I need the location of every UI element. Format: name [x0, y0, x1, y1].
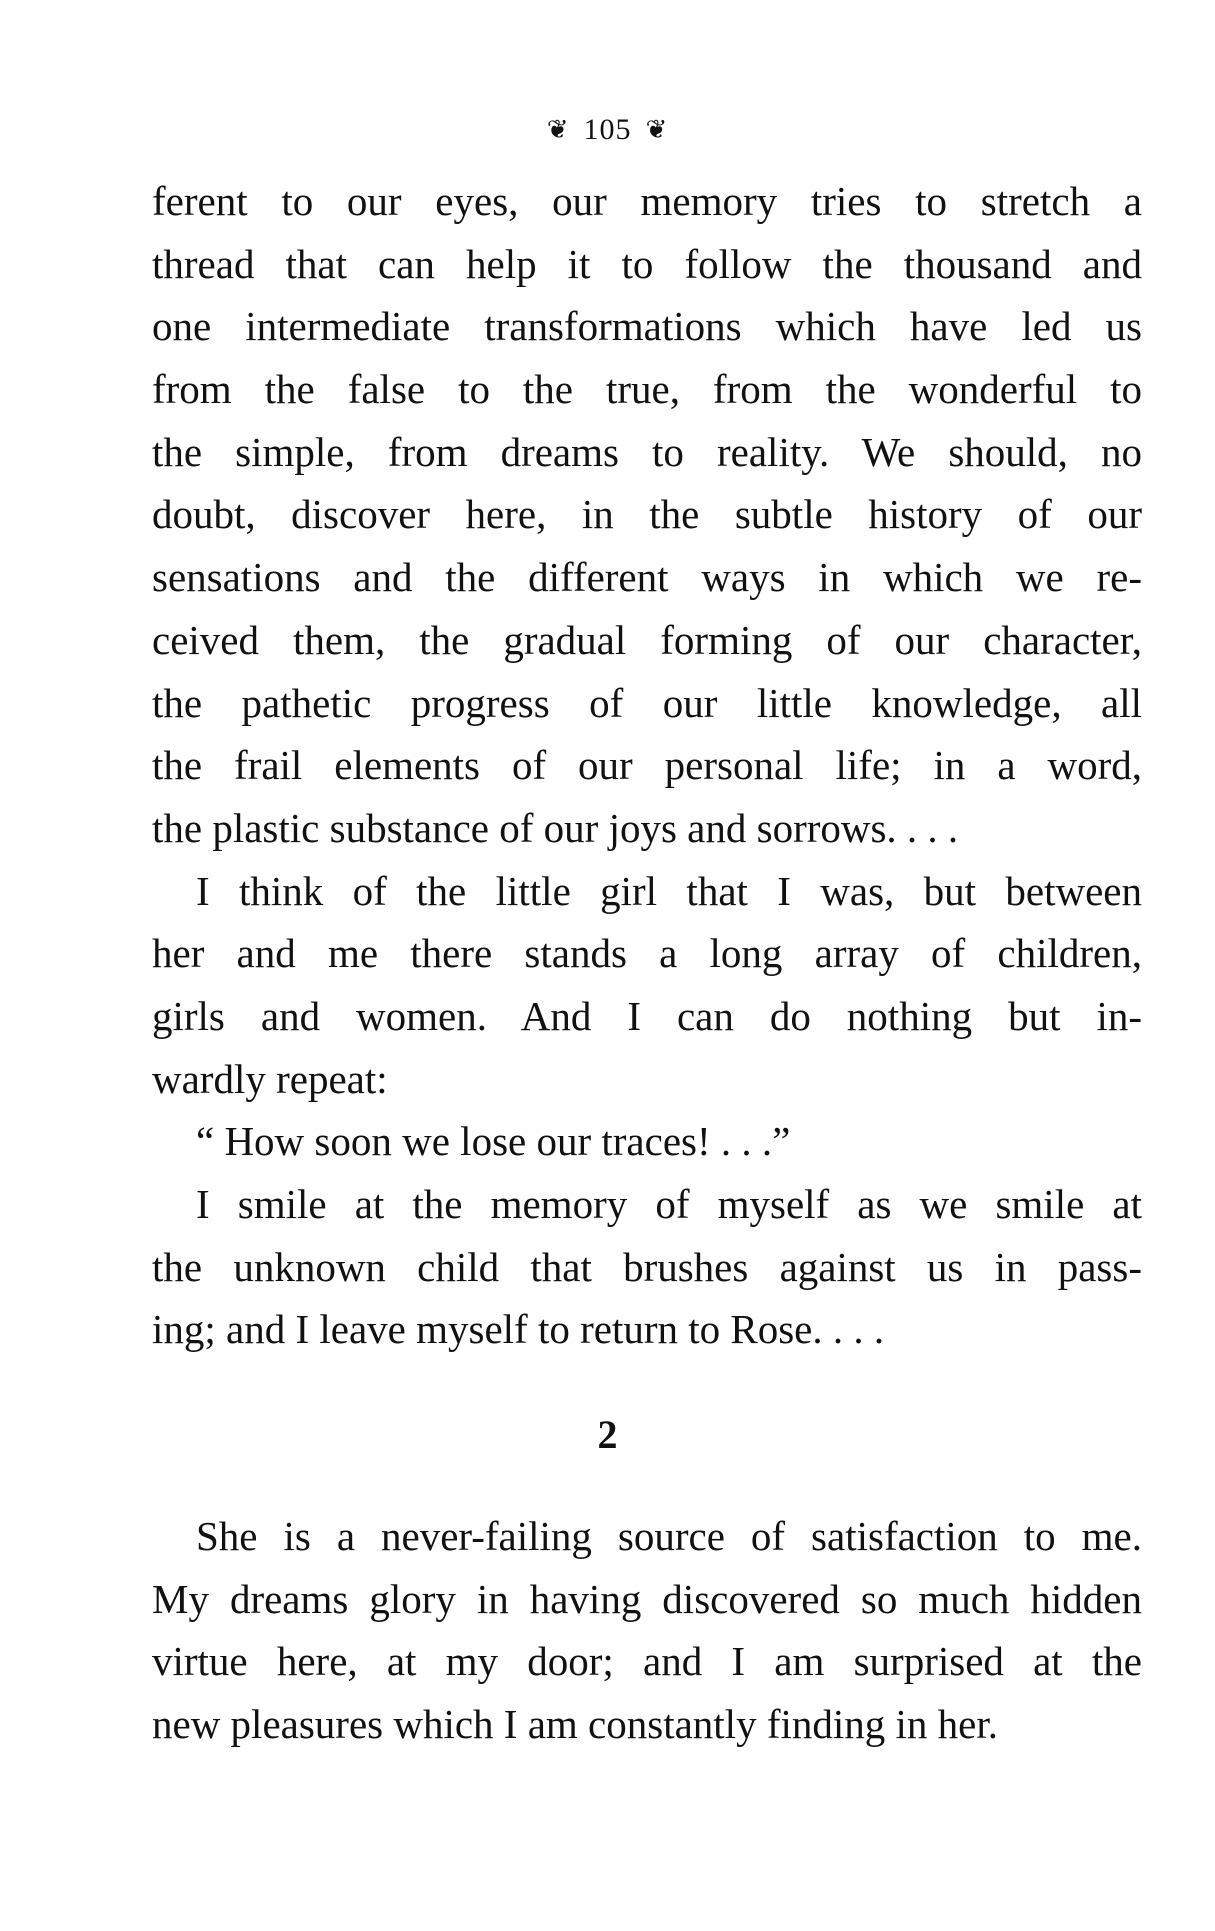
text-line: from the false to the true, from the wonderful to	[152, 366, 1142, 413]
paragraph-start-line: She is a never-failing source of satisfaction to me.	[196, 1513, 1142, 1559]
section-number: 2	[597, 1412, 618, 1457]
text-line: girls and women. And I can do nothing but in-	[152, 992, 1142, 1039]
text-line: sensations and the different ways in which we re-	[152, 554, 1142, 601]
text-line: new pleasures which I am constantly finding in her.	[152, 1701, 998, 1748]
text-line: her and me there stands a long array of children,	[152, 930, 1142, 977]
text-line: one intermediate transformations which have led us	[152, 303, 1142, 350]
text-line: doubt, discover here, in the subtle history of our	[152, 491, 1142, 538]
paragraph-start-line: I think of the little girl that I was, but between	[196, 867, 1142, 914]
text-line: wardly repeat:	[152, 1055, 388, 1102]
body-text-block-2	[152, 1505, 1142, 1756]
fleuron-right-icon: ❦	[645, 115, 669, 145]
text-line: virtue here, at my door; and I am surprised at the	[152, 1638, 1142, 1685]
page-header	[0, 108, 1215, 150]
text-line: the frail elements of our personal life; in a word,	[152, 742, 1142, 789]
text-line: the plastic substance of our joys and sorrows. . . .	[152, 804, 959, 851]
paragraph-start-line: I smile at the memory of myself as we smile at	[196, 1181, 1142, 1227]
text-line: the simple, from dreams to reality. We should, no	[152, 428, 1142, 475]
fleuron-left-icon: ❦	[546, 115, 570, 145]
text-line: the pathetic progress of our little knowledge, all	[152, 679, 1142, 726]
text-line: thread that can help it to follow the thousand and	[152, 240, 1142, 287]
text-line: ferent to our eyes, our memory tries to stretch a	[152, 178, 1142, 224]
body-text-block-1	[152, 170, 1142, 1361]
text-line: My dreams glory in having discovered so much hidden	[152, 1575, 1142, 1622]
quotation-line: “ How soon we lose our traces! . . .”	[196, 1118, 791, 1165]
text-line: ing; and I leave myself to return to Rose. . . .	[152, 1306, 885, 1353]
text-line: ceived them, the gradual forming of our character,	[152, 616, 1142, 663]
text-line: the unknown child that brushes against us in pass-	[152, 1243, 1142, 1290]
page-number: 105	[583, 113, 632, 147]
